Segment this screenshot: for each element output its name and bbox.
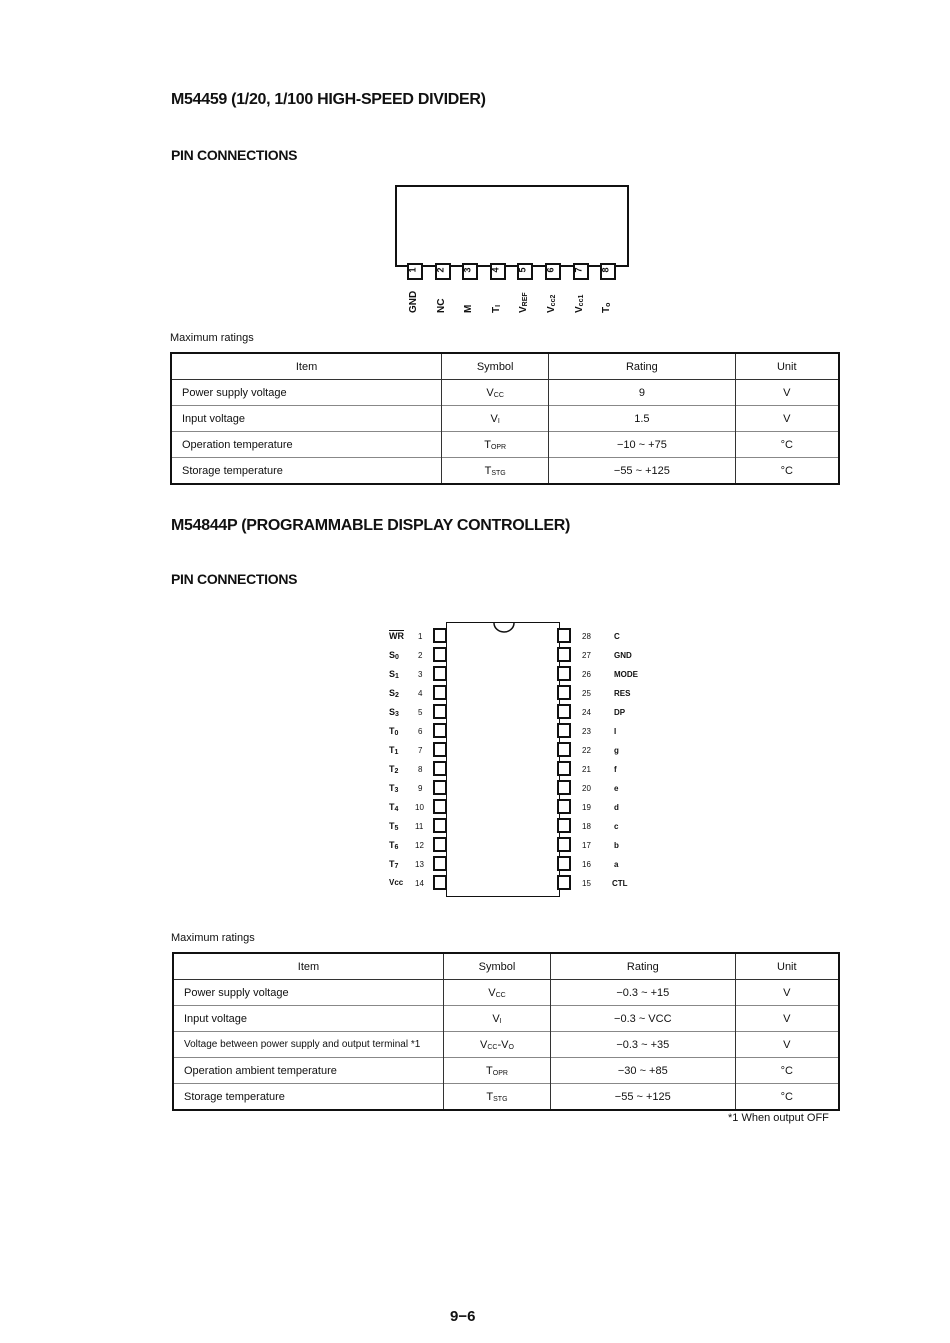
pin-label-base: T (389, 764, 395, 774)
symbol-cell (442, 432, 549, 458)
chip2-notch (492, 622, 516, 634)
pin-label (436, 299, 447, 313)
pin-label-sub: 1 (394, 749, 399, 756)
pin-label-base: S (389, 688, 396, 698)
pin-label (389, 631, 404, 642)
chip1-body (395, 185, 629, 267)
symbol-sub: CC (495, 991, 506, 999)
header-unit: Unit (735, 353, 839, 380)
pin-number: 21 (582, 765, 591, 774)
pin-label-base: GND (408, 290, 419, 313)
pin-label-base: V (546, 306, 557, 313)
pin-number: 17 (582, 841, 591, 850)
pin-box (433, 685, 447, 700)
pin-label-sub: 3 (394, 787, 399, 794)
pin-box (433, 780, 447, 795)
pin-label-sub: 0 (395, 654, 399, 661)
pin-number: 26 (582, 670, 591, 679)
pin-box (433, 837, 447, 852)
pin-label-base: Vcc (389, 878, 404, 887)
symbol-cell (442, 380, 549, 406)
symbol-cell (443, 1084, 550, 1111)
table-row (173, 1084, 839, 1111)
pin-label (546, 295, 557, 313)
pin-box (433, 723, 447, 738)
pin-label-base: T (389, 745, 395, 755)
pin-label (389, 707, 399, 718)
pin-label (389, 745, 398, 756)
symbol-cell (442, 406, 549, 432)
pin-number: 7 (418, 746, 423, 755)
pin-label (389, 669, 399, 680)
pin-label (389, 878, 403, 888)
pin-label (389, 802, 398, 813)
table-row (171, 432, 839, 458)
pin-label: DP (614, 708, 626, 717)
pin-number: 9 (418, 784, 423, 793)
pin-label: c (614, 822, 619, 831)
pin-label (408, 291, 419, 313)
pin-number: 24 (582, 708, 591, 717)
symbol-base-2: -V (497, 1038, 509, 1051)
pin-label-base: NC (435, 298, 447, 313)
pin-label (389, 650, 399, 661)
pin-box (433, 666, 447, 681)
symbol-cell (443, 980, 550, 1006)
section1-ratings-table (170, 352, 840, 485)
symbol-sub: OPR (492, 1069, 508, 1077)
pin-label-sub: REF (522, 292, 530, 307)
symbol-base: T (484, 464, 492, 477)
pin-label: g (614, 746, 619, 755)
header-rating: Rating (549, 353, 735, 380)
pin-number: 5 (418, 708, 423, 717)
symbol-base: T (486, 1064, 493, 1077)
pin-number: 13 (415, 860, 424, 869)
pin-label (389, 840, 398, 851)
unit-cell: V (735, 980, 839, 1006)
rating-cell: 9 (549, 380, 735, 406)
pin-label: b (614, 841, 619, 850)
pin-number: 5 (517, 267, 528, 273)
pin-label-sub: 0 (394, 730, 399, 737)
pin-number: 16 (582, 860, 591, 869)
pin-number: 14 (415, 879, 424, 888)
pin-label-base: T (389, 840, 395, 850)
section2-ratings-caption: Maximum ratings (171, 932, 255, 944)
table-header-row (173, 953, 839, 980)
pin-label (389, 726, 398, 737)
pin-label (389, 783, 398, 794)
section2-pin-heading: PIN CONNECTIONS (171, 571, 298, 587)
pin-number: 1 (418, 632, 423, 641)
table-row (173, 1006, 839, 1032)
symbol-sub: I (499, 1017, 502, 1025)
pin-box (433, 818, 447, 833)
pin-number: 15 (582, 879, 591, 888)
pin-label-base: S (389, 669, 396, 679)
pin-box (433, 799, 447, 814)
header-item: Item (173, 953, 443, 980)
symbol-sub: CC (493, 391, 504, 399)
pin-box (557, 647, 571, 662)
pin-label-base: T (389, 859, 395, 869)
symbol-base: V (488, 986, 496, 999)
unit-cell: V (735, 380, 839, 406)
pin-label (463, 305, 474, 313)
pin-number: 1 (407, 267, 418, 273)
pin-label (518, 292, 529, 313)
pin-number: 25 (582, 689, 591, 698)
item-cell: Power supply voltage (173, 980, 443, 1006)
pin-number: 4 (490, 267, 501, 273)
pin-box (433, 875, 447, 890)
pin-box (557, 818, 571, 833)
unit-cell: V (735, 1006, 839, 1032)
pin-box (433, 856, 447, 871)
pin-box (557, 704, 571, 719)
pin-label: GND (614, 651, 632, 660)
pin-label (601, 303, 612, 313)
table-row (171, 458, 839, 485)
pin-label: d (614, 803, 619, 812)
header-symbol: Symbol (442, 353, 549, 380)
pin-label-sub: cc1 (577, 294, 585, 307)
symbol-sub: STG (493, 1095, 508, 1103)
pin-number: 2 (435, 267, 446, 273)
pin-box (557, 875, 571, 890)
pin-label-sub: I (494, 304, 502, 307)
rating-cell: −30 ~ +85 (551, 1058, 736, 1084)
pin-number: 27 (582, 651, 591, 660)
pin-label-base: T (389, 802, 395, 812)
pin-label-sub: 3 (395, 711, 399, 718)
pin-number: 11 (415, 822, 424, 831)
chip2-body (446, 622, 560, 897)
symbol-sub: STG (491, 469, 506, 477)
symbol-cell (443, 1006, 550, 1032)
symbol-base: V (480, 1038, 488, 1051)
item-cell: Input voltage (173, 1006, 443, 1032)
pin-number: 28 (582, 632, 591, 641)
pin-number: 23 (582, 727, 591, 736)
pin-label-base: S (389, 707, 396, 717)
symbol-base: V (486, 386, 494, 399)
pin-number: 3 (418, 670, 423, 679)
item-cell: Storage temperature (171, 458, 442, 485)
pin-label (389, 821, 398, 832)
pin-box (557, 723, 571, 738)
header-symbol: Symbol (443, 953, 550, 980)
pin-label-sub: 6 (394, 844, 399, 851)
pin-box (557, 780, 571, 795)
unit-cell: °C (735, 1084, 839, 1111)
item-cell: Power supply voltage (171, 380, 442, 406)
pin-label-sub: 4 (394, 806, 399, 813)
rating-cell: −55 ~ +125 (549, 458, 735, 485)
rating-cell: −10 ~ +75 (549, 432, 735, 458)
pin-label: C (614, 632, 620, 641)
pin-label (491, 305, 502, 313)
symbol-base: T (484, 438, 491, 451)
pin-label (389, 688, 399, 699)
item-cell: Operation temperature (171, 432, 442, 458)
pin-label-sub: 5 (394, 825, 399, 832)
item-cell: Storage temperature (173, 1084, 443, 1111)
unit-cell: °C (735, 458, 839, 485)
symbol-sub: I (497, 417, 500, 425)
symbol-sub: OPR (490, 443, 507, 451)
symbol-sub: CC (487, 1043, 498, 1051)
item-cell: Operation ambient temperature (173, 1058, 443, 1084)
pin-box (557, 856, 571, 871)
pin-box (557, 761, 571, 776)
pin-label-sub: 1 (395, 673, 399, 680)
pin-label-base: M (463, 304, 475, 313)
pin-number: 22 (582, 746, 591, 755)
footnote: *1 When output OFF (728, 1112, 829, 1124)
rating-cell: −55 ~ +125 (551, 1084, 736, 1111)
symbol-base: V (492, 1012, 500, 1025)
pin-box (557, 666, 571, 681)
pin-label-sub: 7 (394, 863, 399, 870)
pin-number: 18 (582, 822, 591, 831)
section2-title: M54844P (PROGRAMMABLE DISPLAY CONTROLLER) (171, 517, 571, 534)
rating-cell: −0.3 ~ +15 (551, 980, 736, 1006)
pin-label (389, 764, 398, 775)
pin-number: 8 (600, 267, 611, 273)
header-rating: Rating (551, 953, 736, 980)
pin-label: a (614, 860, 619, 869)
page-number: 9−6 (450, 1308, 476, 1325)
pin-number: 6 (418, 727, 423, 736)
section1-ratings-caption: Maximum ratings (170, 332, 254, 344)
pin-box (433, 742, 447, 757)
pin-label-base: T (601, 306, 613, 313)
pin-label (574, 295, 585, 313)
symbol-base: T (486, 1090, 494, 1103)
table-header-row (171, 353, 839, 380)
pin-number: 12 (415, 841, 424, 850)
pin-label (389, 859, 398, 870)
pin-number: 7 (573, 267, 584, 273)
pin-label: MODE (614, 670, 638, 679)
rating-cell: −0.3 ~ VCC (551, 1006, 736, 1032)
symbol-cell (443, 1058, 550, 1084)
pin-label: RES (614, 689, 631, 698)
pin-number: 8 (418, 765, 423, 774)
pin-label-base: T (389, 726, 395, 736)
pin-label: I (614, 727, 617, 736)
section1-pin-heading: PIN CONNECTIONS (171, 147, 298, 163)
pin-label-base: T (389, 821, 395, 831)
pin-box (433, 704, 447, 719)
table-row (171, 380, 839, 406)
pin-label-sub: 2 (395, 692, 399, 699)
pin-box (433, 761, 447, 776)
symbol-sub-2: O (508, 1043, 514, 1051)
pin-label: CTL (612, 879, 628, 888)
table-row (173, 1058, 839, 1084)
rating-cell: −0.3 ~ +35 (551, 1032, 736, 1058)
pin-label-sub: 2 (394, 768, 399, 775)
unit-cell: V (735, 1032, 839, 1058)
pin-label-base: V (518, 306, 530, 313)
pin-box (433, 647, 447, 662)
unit-cell: V (735, 406, 839, 432)
unit-cell: °C (735, 432, 839, 458)
table-row (173, 1032, 839, 1058)
symbol-base: V (490, 412, 498, 425)
section1-title: M54459 (1/20, 1/100 HIGH-SPEED DIVIDER) (171, 91, 486, 108)
header-item: Item (171, 353, 442, 380)
unit-cell: °C (735, 1058, 839, 1084)
symbol-cell (442, 458, 549, 485)
table-row (173, 980, 839, 1006)
item-cell: Voltage between power supply and output terminal *1 (173, 1032, 443, 1058)
pin-box (557, 628, 571, 643)
pin-box (557, 799, 571, 814)
header-unit: Unit (735, 953, 839, 980)
symbol-cell (443, 1032, 550, 1058)
pin-number: 10 (415, 803, 424, 812)
pin-number: 2 (418, 651, 423, 660)
section2-ratings-table (172, 952, 840, 1111)
pin-number: 4 (418, 689, 423, 698)
pin-box (557, 837, 571, 852)
pin-number: 19 (582, 803, 591, 812)
pin-number: 3 (462, 267, 473, 273)
pin-label-sub: cc2 (550, 294, 557, 307)
rating-cell: 1.5 (549, 406, 735, 432)
pin-box (557, 685, 571, 700)
table-row (171, 406, 839, 432)
pin-number: 6 (545, 267, 556, 273)
pin-label-base: T (389, 783, 395, 793)
pin-label-base: S (389, 650, 396, 660)
item-cell: Input voltage (171, 406, 442, 432)
pin-label-base: T (490, 306, 502, 313)
pin-label-base: WR (389, 631, 404, 641)
pin-label-base: V (573, 306, 585, 313)
pin-label: f (614, 765, 617, 774)
pin-box (433, 628, 447, 643)
pin-label-sub: o (605, 302, 613, 307)
pin-number: 20 (582, 784, 591, 793)
pin-box (557, 742, 571, 757)
pin-label: e (614, 784, 619, 793)
